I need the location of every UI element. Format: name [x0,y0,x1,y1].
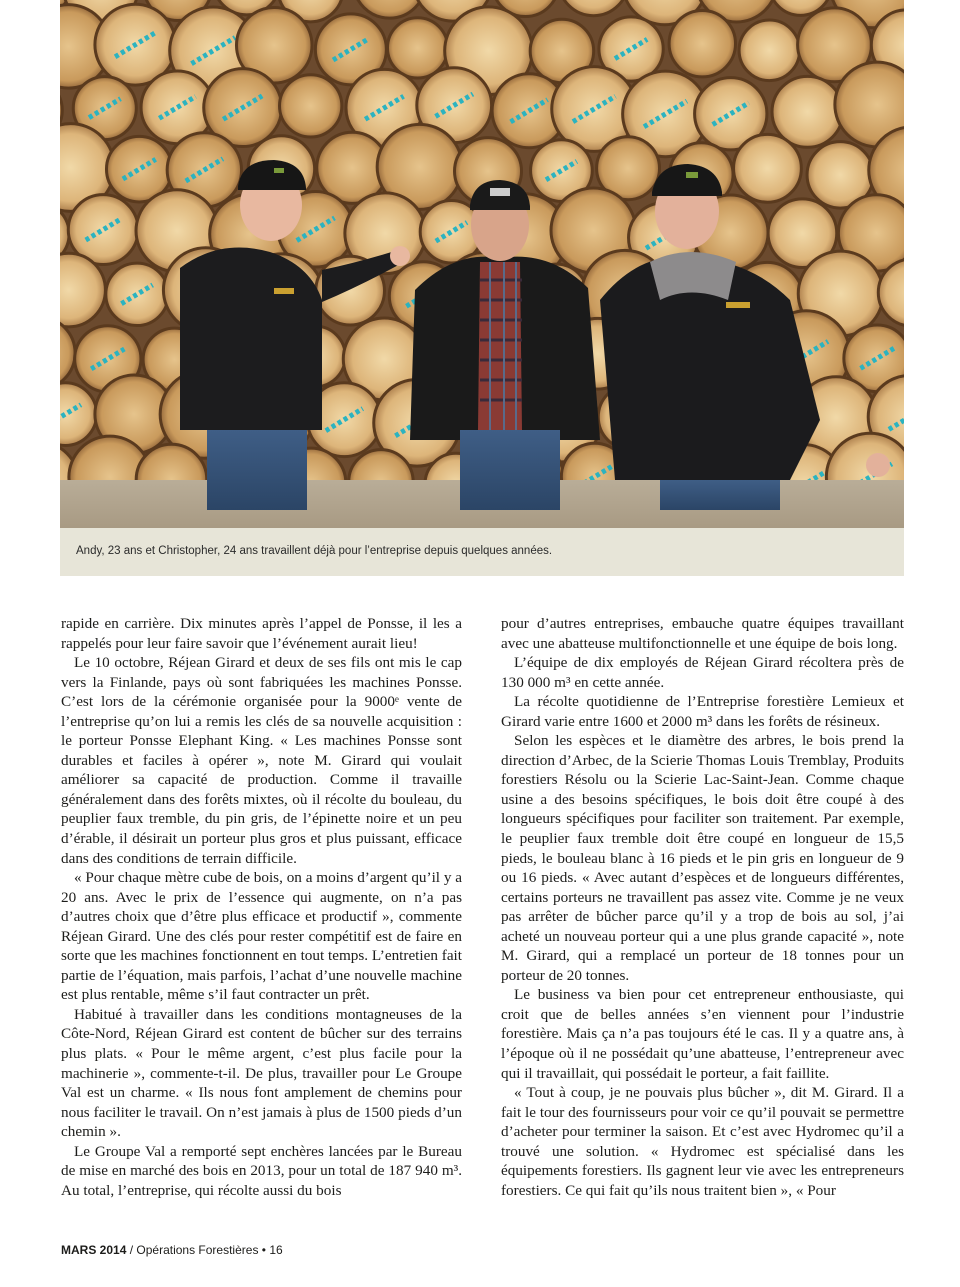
photo-caption: Andy, 23 ans et Christopher, 24 ans travaillent déjà pour l’entreprise depuis quelques années. [76,545,553,557]
paragraph: La récolte quotidienne de l’Entreprise forestière Lemieux et Girard varie entre 1600 et 2000 m³ dans les forêts de résineux. [501,693,904,730]
article-column-left [61,614,462,1200]
log-end [387,18,447,78]
paragraph: Le business va bien pour cet entrepreneur enthousiaste, qui croit que de belles années s’en viennent pour l’industrie forestière. Mais ça n’a pas toujours été le cas. Il y a quatre ans, à l’époque où il ne possédait qu’une abatteuse, l’entrepreneur avec qui il travaillait, qui possédait le porteur, a fait faillite. [501,986,904,1082]
article-photo [60,0,904,528]
footer-issue: MARS 2014 [61,1243,127,1257]
page-footer [61,1243,283,1257]
log-pile-photo [60,0,904,528]
log-end [280,75,342,137]
log-end [734,134,802,202]
log-end [739,20,800,81]
footer-bullet: • [258,1243,270,1257]
log-end [669,10,735,76]
paragraph: L’équipe de dix employés de Réjean Girard récoltera près de 130 000 m³ en cette année. [501,654,904,691]
paragraph: pour d’autres entreprises, embauche quatre équipes travaillant avec une abatteuse multifonctionnelle et une équipe de bois long. [501,615,904,652]
paragraph: Habitué à travailler dans les conditions montagneuses de la Côte-Nord, Réjean Girard est content de bûcher sur des terrains plus plats. « Pour le même argent, c’est plus facile pour la machinerie », commente-t-il. De plus, travailler pour Le Groupe Val est un charme. « Ils nous font amplement de chemins pour nous faciliter le travail. On n’est jamais à plus de 1500 pieds d’un chemin ». [61,1005,462,1141]
article-column-right [501,614,904,1200]
footer-magazine: Opérations Forestières [136,1243,259,1257]
paragraph: Le 10 octobre, Réjean Girard et deux de ses fils ont mis le cap vers la Finlande, pays où sont fabriquées les machines Ponsse. C’est lors de la cérémonie organisée pour la 9000ᵉ vente de l’entreprise qu’on lui a remis les clés de sa nouvelle acquisition : le porteur Ponsse Elephant King. « Les machines Ponsse sont durables et faciles à opérer », note M. Girard qui voulait améliorer sa capacité de production. Comme il travaille généralement dans des forêts mixtes, où il récolte du bouleau, du peuplier faux tremble, du pin gris, de l’épinette noire et un peu d’érable, il désirait un porteur plus gros et plus puissant, efficace dans des conditions de terrain difficile. [61,654,462,867]
footer-page-number: 16 [269,1243,283,1257]
paragraph: Selon les espèces et le diamètre des arbres, le bois prend la direction d’Arbec, de la Scierie Thomas Louis Tremblay, Produits forestiers Résolu ou la Scierie Lac-Saint-Jean. Comme chaque usine a des besoins spécifiques, le bois doit être coupé à des longueurs spécifiques pour faciliter son traitement. Par exemple, le peuplier faux tremble doit être coupé en longueur de 15,5 pieds, le bouleau blanc à 16 pieds et le pin gris en longueur de 9 ou 16 pieds. « Avec autant d’espèces et de longueurs différentes, certains porteurs ne travaillent pas assez vite. Comme je ne veux pas arrêter de bûcher parce qu’il y a trop de bois au sol, j’ai acheté un nouveau porteur qui a une plus grande capacité », note M. Girard, qui a remplacé un porteur de 18 tonnes pour un porteur de 20 tonnes. [501,732,904,984]
paragraph: Le Groupe Val a remporté sept enchères lancées par le Bureau de mise en marché des bois en 2013, pour un total de 187 940 m³. Au total, l’entreprise, qui récolte aussi du bois [61,1142,462,1199]
paragraph: rapide en carrière. Dix minutes après l’appel de Ponsse, il les a rappelés pour leur faire savoir que l’événement aurait lieu! [61,615,462,652]
paragraph: « Tout à coup, je ne pouvais plus bûcher », dit M. Girard. Il a fait le tour des fournisseurs pour voir ce qu’il pouvait se permettre d’acheter pour terminer la saison. Et c’est avec Hydromec qu’il a trouvé une solution. « Hydromec est spécialisé dans les équipements forestiers. Ils gagnent leur vie avec les entrepreneurs forestiers. Ce qui fait qu’ils nous traitent bien », « Pour [501,1084,904,1199]
log-end [106,263,168,325]
paragraph: « Pour chaque mètre cube de bois, on a moins d’argent qu’il y a 20 ans. Avec le prix de l’essence qui augmente, on n’a pas d’autres choix que d’être plus efficace et productif », commente Réjean Girard. Une des clés pour rester compétitif est de faire en sorte que les machines fonctionnent en tout temps. L’entretien fait partie de l’équation, mais parfois, l’achat d’une nouvelle machine est plus rentable, même s’il faut contracter un prêt. [61,869,462,1004]
footer-separator: / [126,1243,137,1257]
